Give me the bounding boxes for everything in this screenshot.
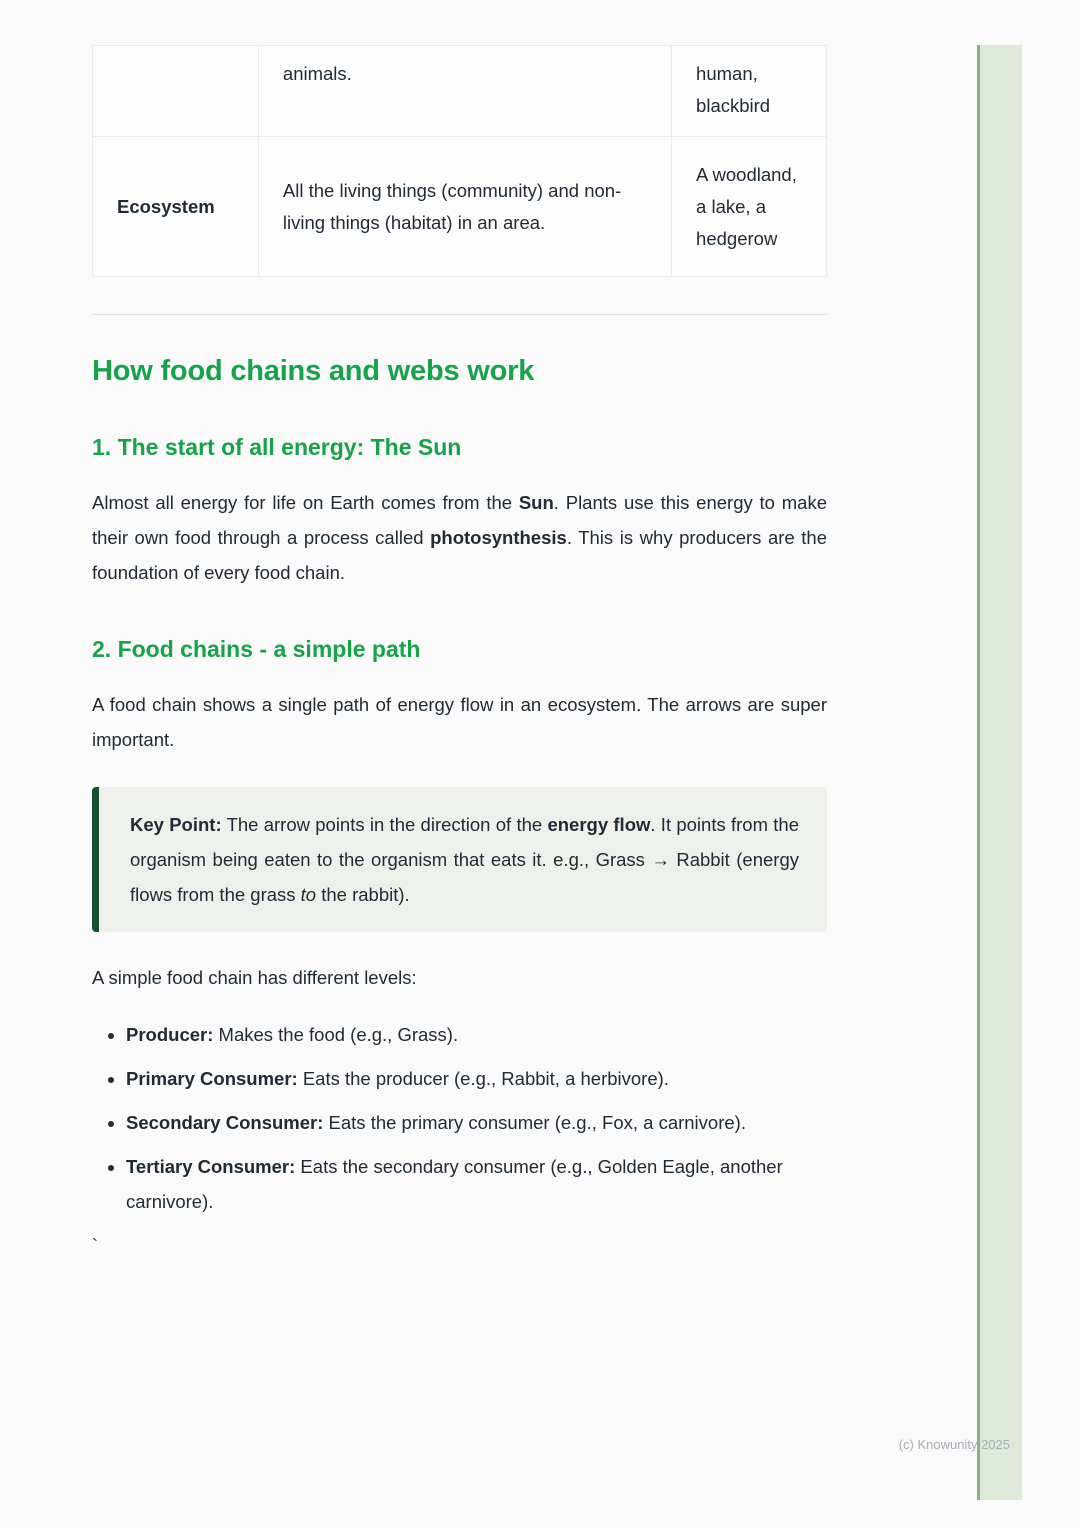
section-divider	[92, 314, 827, 315]
stray-backtick: `	[92, 1235, 99, 1256]
document-body	[92, 0, 827, 1257]
example-cell: A woodland, a lake, a hedgerow	[672, 137, 827, 277]
list-item-secondary-consumer: • Secondary Consumer: Eats the primary consumer (e.g., Fox, a carnivore).	[126, 1105, 827, 1140]
page-title: How food chains and webs work	[92, 355, 535, 387]
term-cell	[93, 46, 259, 137]
definition-table	[92, 45, 827, 277]
list-item-primary-consumer: • Primary Consumer: Eats the producer (e.g., Rabbit, a herbivore).	[126, 1061, 827, 1096]
key-point-callout: Key Point: The arrow points in the direction of the energy flow. It points from the organism being eaten to the organism that eats it. e.g., Grass → Rabbit (energy flows from the grass to the rabbit).	[92, 787, 827, 932]
section-heading-sun: 1. The start of all energy: The Sun	[92, 434, 462, 460]
food-chain-levels-list	[92, 1017, 827, 1219]
copyright-footer: (c) Knowunity 2025	[898, 1437, 1010, 1452]
term-cell: Ecosystem	[93, 137, 259, 277]
table-row	[93, 137, 827, 277]
list-item-tertiary-consumer: • Tertiary Consumer: Eats the secondary consumer (e.g., Golden Eagle, another carnivore).	[126, 1149, 827, 1219]
paragraph-chain: A food chain shows a single path of energy flow in an ecosystem. The arrows are super important.	[92, 694, 827, 750]
list-item-producer: • Producer: Makes the food (e.g., Grass).	[126, 1017, 827, 1052]
page-edge-strip	[977, 45, 1022, 1500]
paragraph-energy: Almost all energy for life on Earth comes from the Sun. Plants use this energy to make their own food through a process called photosynthesis. This is why producers are the foundation of every food chain.	[92, 492, 828, 583]
section-heading-chains: 2. Food chains - a simple path	[92, 636, 421, 662]
example-cell: human, blackbird	[672, 46, 827, 137]
levels-intro: A simple food chain has different levels:	[92, 967, 417, 988]
definition-cell: All the living things (community) and non-living things (habitat) in an area.	[258, 137, 671, 277]
definition-cell: animals.	[258, 46, 671, 137]
table-row	[93, 46, 827, 137]
